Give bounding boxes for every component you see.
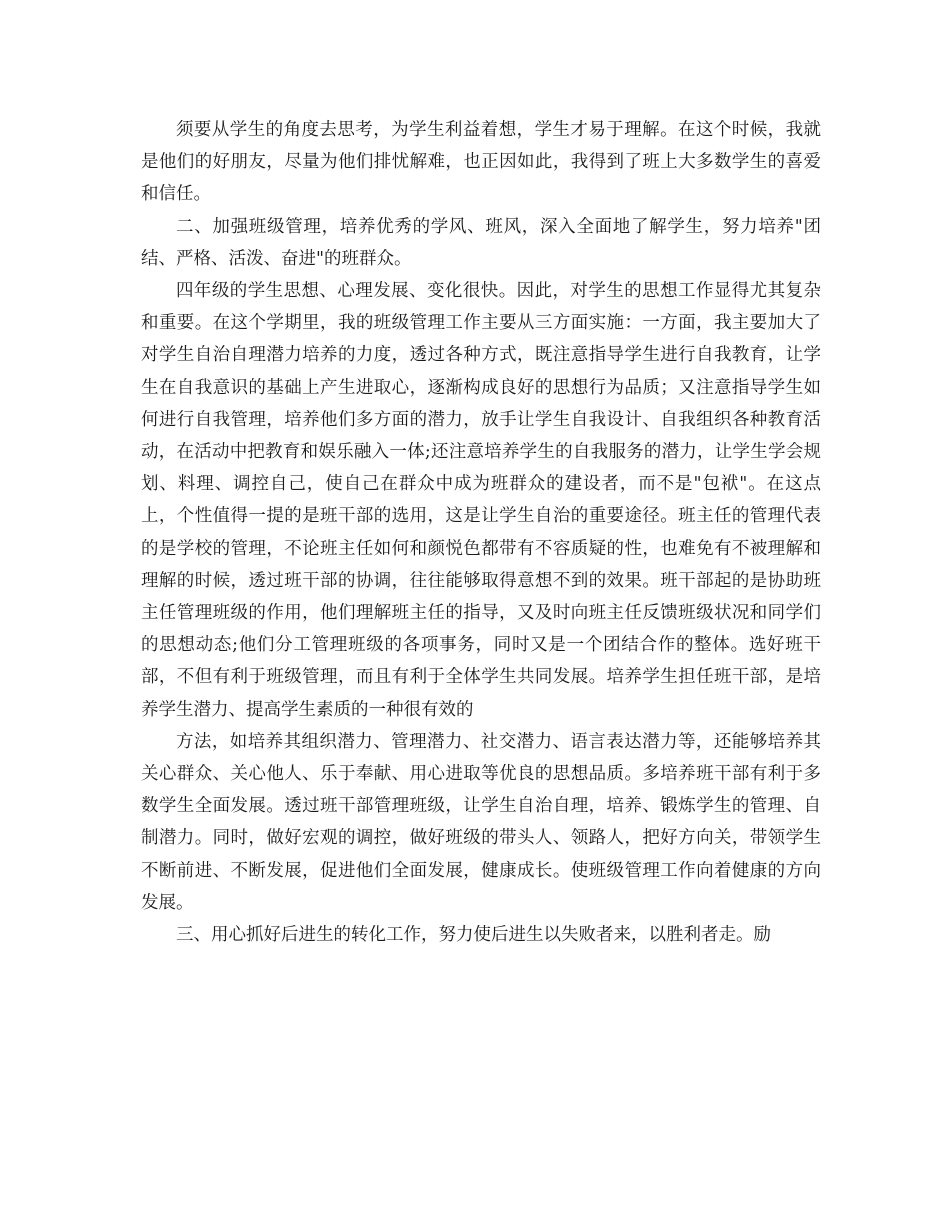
paragraph-section-two-heading: 二、加强班级管理，培养优秀的学风、班风，深入全面地了解学生，努力培养"团结、严格、活泼、奋进"的班群众。 xyxy=(141,216,821,269)
paragraph-class-management: 四年级的学生思想、心理发展、变化很快。因此，对学生的思想工作显得尤其复杂和重要。在这个学期里，我的班级管理工作主要从三方面实施：一方面，我主要加大了对学生自治自理潜力培养的力度，透过各种方式，既注意指导学生进行自我教育，让学生在自我意识的基础上产生进取心，逐渐构成良好的思想行为品质；又注意指导学生如何进行自我管理，培养他们多方面的潜力，放手让学生自我设计、自我组织各种教育活动，在活动中把教育和娱乐融入一体;还注意培养学生的自我服务的潜力，让学生学会规划、料理、调控自己，使自己在群众中成为班群众的建设者，而不是"包袱"。在这点上，个性值得一提的是班干部的选用，这是让学生自治的重要途径。班主任的管理代表的是学校的管理，不论班主任如何和颜悦色都带有不容质疑的性，也难免有不被理解和理解的时候，透过班干部的协调，往往能够取得意想不到的效果。班干部起的是协助班主任管理班级的作用，他们理解班主任的指导，又及时向班主任反馈班级状况和同学们的思想动态;他们分工管理班级的各项事务，同时又是一个团结合作的整体。选好班干部，不但有利于班级管理，而且有利于全体学生共同发展。培养学生担任班干部，是培养学生潜力、提高学生素质的一种很有效的 xyxy=(141,281,821,720)
paragraph-continuation: 须要从学生的角度去思考，为学生利益着想，学生才易于理解。在这个时候，我就是他们的好朋友，尽量为他们排忧解难，也正因如此，我得到了班上大多数学生的喜爱和信任。 xyxy=(141,120,821,205)
paragraph-class-cadre-methods: 方法，如培养其组织潜力、管理潜力、社交潜力、语言表达潜力等，还能够培养其关心群众、关心他人、乐于奉献、用心进取等优良的思想品质。多培养班干部有利于多数学生全面发展。透过班干部管理班级，让学生自治自理，培养、锻炼学生的管理、自制潜力。同时，做好宏观的调控，做好班级的带头人、领路人，把好方向关，带领学生不断前进、不断发展，促进他们全面发展，健康成长。使班级管理工作向着健康的方向发展。 xyxy=(141,731,821,913)
paragraph-section-three-heading: 三、用心抓好后进生的转化工作，努力使后进生以失败者来，以胜利者走。励 xyxy=(176,925,771,946)
document-body xyxy=(141,114,821,951)
